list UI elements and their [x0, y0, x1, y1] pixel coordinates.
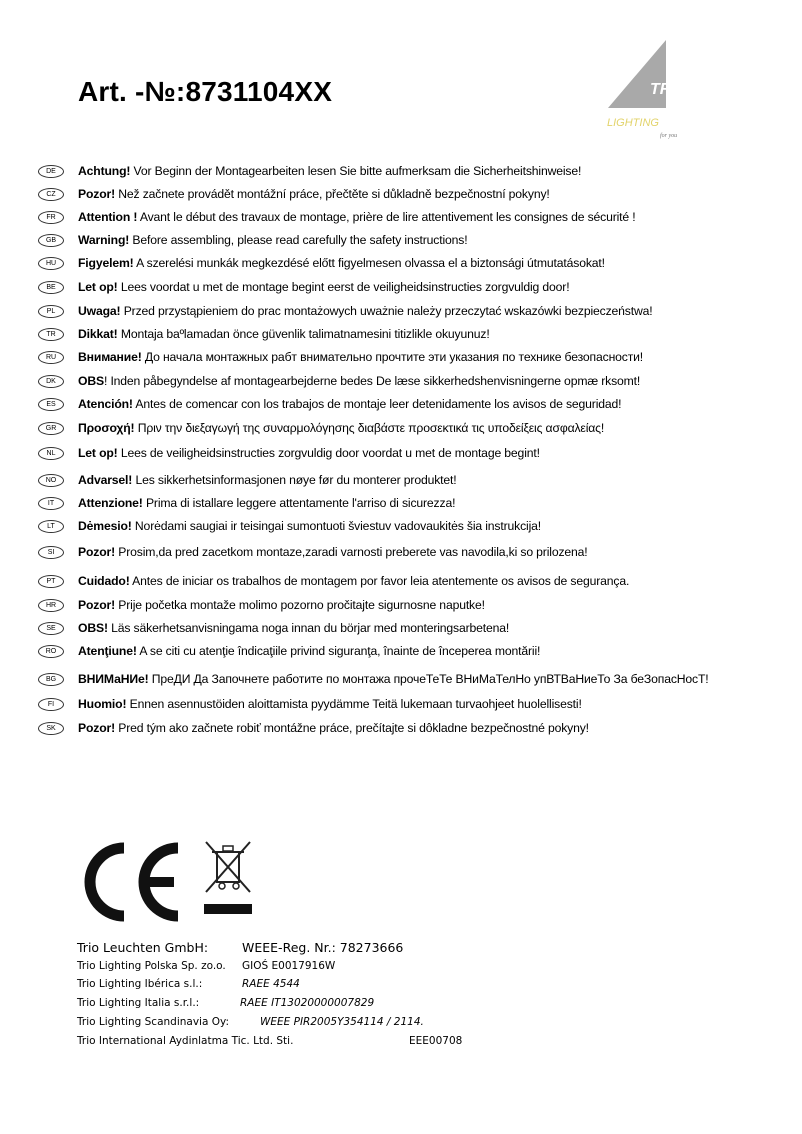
language-badge: CZ — [38, 188, 64, 201]
warning-body: Než začnete provádět montážní práce, přečtěte si důkladně bezpečnostní pokyny! — [115, 187, 550, 201]
warning-text — [78, 164, 581, 178]
warning-text — [78, 327, 490, 341]
warning-heading: Attenzione! — [78, 496, 143, 510]
warning-text — [78, 397, 621, 411]
article-number-title: Art. -№:8731104XX — [78, 76, 333, 107]
warning-text — [78, 446, 540, 460]
warning-body: Montaja baºlamadan önce güvenlik talimatnamesini titizlikle okuyunuz! — [117, 327, 490, 341]
warning-body: Les sikkerhetsinformasjonen nøye før du monterer produktet! — [132, 473, 457, 487]
warning-heading: Pozor! — [78, 721, 116, 735]
warning-body: Prima di istallare leggere attentamente l'arriso di sicurezza! — [142, 496, 456, 510]
warning-row-tr — [38, 327, 778, 341]
warning-row-sk — [38, 721, 778, 735]
language-badge: HR — [38, 599, 64, 612]
warning-row-pl — [38, 304, 778, 318]
company-line — [77, 978, 300, 990]
warning-body: Przed przystąpieniem do prac montażowych uważnie należy przeczytać wskazówki bezpieczeństwa! — [120, 304, 653, 318]
warning-body: Before assembling, please read carefully the safety instructions! — [129, 233, 468, 247]
warning-text — [78, 574, 629, 588]
warning-text — [78, 374, 640, 388]
warning-row-lt — [38, 519, 778, 533]
warning-body: Norėdami saugiai ir teisingai sumontuoti šviestuv vadovaukitės šia instrukcija! — [131, 519, 542, 533]
warning-heading: Pozor! — [78, 187, 116, 201]
trio-logo — [604, 38, 696, 142]
warning-body: Pred tým ako začnete robiť montážne práce, prečítajte si dôkladne bezpečnostné pokyny! — [115, 721, 589, 735]
warning-row-gr — [38, 421, 778, 435]
language-badge: BE — [38, 281, 64, 294]
language-badge: SI — [38, 546, 64, 559]
language-badge: PT — [38, 575, 64, 588]
language-badge: FR — [38, 211, 64, 224]
language-badge: DK — [38, 375, 64, 388]
warning-heading: Uwaga! — [78, 304, 121, 318]
warning-heading: Atenţiune! — [78, 644, 137, 658]
registration-number: WEEE-Reg. Nr.: 78273666 — [242, 940, 404, 955]
warning-text — [78, 421, 604, 435]
warning-heading: Let op! — [78, 446, 118, 460]
language-badge: TR — [38, 328, 64, 341]
warning-body: A szerelési munkák megkezdésé előtt figyelmesen olvassa el a biztonsági útmutatásokat! — [133, 256, 605, 270]
warning-row-fi — [38, 697, 778, 711]
company-line — [77, 940, 404, 955]
warning-heading: Attention ! — [78, 210, 138, 224]
warning-text — [78, 621, 509, 635]
warning-body: Ennen asennustöiden aloittamista pyydämme Teitä lukemaan turvaohjeet huolellisesti! — [126, 697, 582, 711]
warning-text — [78, 187, 550, 201]
warning-row-es — [38, 397, 778, 411]
registration-number: RAEE IT13020000007829 — [240, 997, 375, 1009]
company-name: Trio Lighting Scandinavia Oy: — [77, 1016, 229, 1028]
warning-text — [78, 496, 455, 510]
warning-row-ro — [38, 644, 778, 658]
warning-text — [78, 280, 569, 294]
company-line — [77, 960, 336, 972]
warning-row-si — [38, 545, 778, 559]
registration-number: EEE00708 — [409, 1035, 463, 1047]
warning-row-be — [38, 280, 778, 294]
warning-row-no — [38, 473, 778, 487]
warning-body: Πριν την διεξαγωγή της συναρμολόγησης διαβάστε προσεκτικά τις υποδείξεις ασφαλείας! — [134, 421, 605, 435]
warning-heading: OBS — [78, 374, 104, 388]
language-badge: GB — [38, 234, 64, 247]
language-badge: GR — [38, 422, 64, 435]
warning-body: Prosim,da pred zacetkom montaze,zaradi varnosti preberete vas navodila,ki so prilozena! — [115, 545, 588, 559]
warning-body: Lees voordat u met de montage begint eerst de veiligheidsinstructies zorgvuldig door! — [117, 280, 570, 294]
ce-mark — [76, 838, 186, 926]
warning-row-pt — [38, 574, 778, 588]
warning-text — [78, 256, 605, 270]
warning-heading: Προσοχή! — [78, 421, 135, 435]
warning-row-cz — [38, 187, 778, 201]
warning-row-de — [38, 164, 778, 178]
warning-row-se — [38, 621, 778, 635]
weee-crossed-bin-icon — [200, 836, 256, 918]
warning-heading: Achtung! — [78, 164, 131, 178]
warning-body: Prije početka montaže molimo pozorno pročitajte sigurnosne naputke! — [115, 598, 485, 612]
warning-body: ! Inden påbegyndelse af montagearbejderne bedes De læse sikkerhedshenvisningerne opmæ rksomt! — [103, 374, 641, 388]
warning-heading: Pozor! — [78, 545, 116, 559]
registration-number: GIOŚ E0017916W — [242, 960, 336, 972]
logo-tag: for you — [660, 133, 678, 139]
warning-heading: Cuidado! — [78, 574, 130, 588]
company-name: Trio Lighting Ibérica s.l.: — [77, 978, 203, 990]
language-badge: BG — [38, 673, 64, 686]
warning-text — [78, 473, 456, 487]
language-badge: PL — [38, 305, 64, 318]
warning-heading: Dikkat! — [78, 327, 118, 341]
warning-text — [78, 519, 541, 533]
warning-body: Antes de iniciar os trabalhos de montagem por favor leia atentemente os avisos de segurança. — [129, 574, 630, 588]
warning-heading: Внимание! — [78, 350, 142, 364]
warning-text — [78, 304, 652, 318]
warning-row-hu — [38, 256, 778, 270]
warning-row-gb — [38, 233, 778, 247]
warning-text — [78, 721, 589, 735]
warning-row-bg — [38, 672, 778, 686]
warning-text — [78, 672, 709, 686]
warning-row-fr — [38, 210, 778, 224]
warning-heading: OBS! — [78, 621, 108, 635]
company-line — [77, 1035, 463, 1047]
warning-heading: ВНИМаНИе! — [78, 672, 149, 686]
warning-heading: Huomio! — [78, 697, 127, 711]
language-badge: IT — [38, 497, 64, 510]
company-name: Trio Lighting Polska Sp. zo.o. — [77, 960, 226, 972]
warning-heading: Warning! — [78, 233, 130, 247]
warning-body: Avant le début des travaux de montage, prière de lire attentivement les consignes de sécurité ! — [137, 210, 636, 224]
company-line — [77, 1016, 424, 1028]
company-name: Trio Leuchten GmbH: — [77, 940, 209, 955]
language-badge: FI — [38, 698, 64, 711]
warning-body: Vor Beginn der Montagearbeiten lesen Sie bitte aufmerksam die Sicherheitshinweise! — [130, 164, 582, 178]
warning-row-hr — [38, 598, 778, 612]
warning-heading: Pozor! — [78, 598, 116, 612]
warning-row-it — [38, 496, 778, 510]
language-badge: SE — [38, 622, 64, 635]
warning-row-nl — [38, 446, 778, 460]
language-badge: DE — [38, 165, 64, 178]
registration-number: WEEE PIR2005Y354114 / 2114. — [260, 1016, 424, 1028]
warning-body: Antes de comencar con los trabajos de montaje leer detenidamente los avisos de seguridad! — [132, 397, 622, 411]
warning-heading: Let op! — [78, 280, 118, 294]
warning-row-ru — [38, 350, 778, 364]
language-badge: SK — [38, 722, 64, 735]
warning-body: До начала монтажных рабт внимательно прочтите эти указания по технике безопасности! — [141, 350, 644, 364]
logo-sub: LIGHTING — [607, 117, 659, 129]
language-badge: RU — [38, 351, 64, 364]
registration-number: RAEE 4544 — [242, 978, 300, 990]
company-line — [77, 997, 375, 1009]
company-name: Trio International Aydinlatma Tic. Ltd. Sti. — [77, 1035, 294, 1047]
warning-heading: Figyelem! — [78, 256, 134, 270]
language-badge: LT — [38, 520, 64, 533]
warning-text — [78, 350, 643, 364]
logo-text: TRIO — [650, 81, 689, 98]
warning-text — [78, 210, 636, 224]
warning-text — [78, 233, 467, 247]
language-badge: NL — [38, 447, 64, 460]
warning-text — [78, 644, 540, 658]
warning-row-dk — [38, 374, 778, 388]
warning-body: A se citi cu atenţie îndicaţiile privind siguranţa, înainte de începerea montării! — [136, 644, 541, 658]
warning-heading: Dėmesio! — [78, 519, 132, 533]
warning-body: ПреДИ Да Започнете работите по монтажа прочеТеТе ВНиМаТелНо упВТВаНиеТо За беЗопасНосТ! — [148, 672, 709, 686]
language-badge: HU — [38, 257, 64, 270]
warning-text — [78, 598, 485, 612]
language-badge: ES — [38, 398, 64, 411]
warning-text — [78, 545, 588, 559]
warning-heading: Advarsel! — [78, 473, 133, 487]
warning-text — [78, 697, 582, 711]
warning-heading: Atención! — [78, 397, 133, 411]
language-badge: NO — [38, 474, 64, 487]
warning-body: Lees de veiligheidsinstructies zorgvuldig door voordat u met de montage begint! — [117, 446, 540, 460]
company-name: Trio Lighting Italia s.r.l.: — [77, 997, 200, 1009]
warning-body: Läs säkerhetsanvisningama noga innan du börjar med monteringsarbetena! — [107, 621, 510, 635]
language-badge: RO — [38, 645, 64, 658]
